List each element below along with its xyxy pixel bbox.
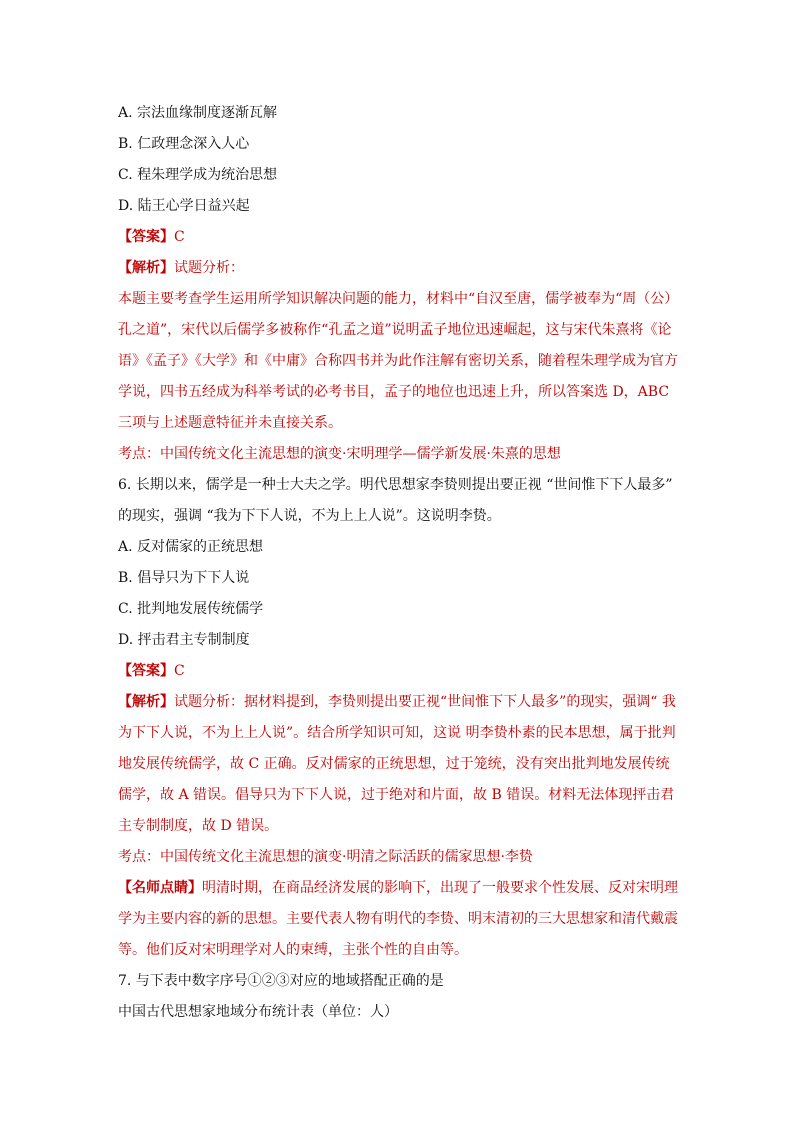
q5-answer: [118, 222, 688, 253]
q6-option-c: C. 批判地发展传统儒学: [118, 601, 264, 617]
document-content: [118, 98, 688, 1028]
q5-analysis-line: 三项与上述题意特征并未直接关系。: [118, 415, 342, 431]
q6-option-b: B. 倡导只为下下人说: [118, 570, 250, 586]
q6-analysis-line: 儒学，故 A 错误。倡导只为下下人说，过于绝对和片面，故 B 错误。材料无法体现抨击君: [118, 787, 675, 803]
q6-mingshi-first-text: 明清时期，在商品经济发展的影响下，出现了一般要求个性发展、反对宋明理: [202, 880, 678, 896]
q5-analysis-line: 孔之道”，宋代以后儒学多被称作“孔孟之道”说明孟子地位迅速崛起，这与宋代朱熹将《论: [118, 322, 672, 338]
q6-option-d: D. 抨击君主专制制度: [118, 632, 250, 648]
q6-kaodian: 考点：中国传统文化主流思想的演变·明清之际活跃的儒家思想·李贽: [118, 849, 533, 865]
q6-analysis-line: 地发展传统儒学，故 C 正确。反对儒家的正统思想，过于笼统，没有突出批判地发展传统: [118, 756, 670, 772]
q7-stem: 7. 与下表中数字序号①②③对应的地域搭配正确的是: [118, 973, 444, 989]
q6-answer: [118, 656, 688, 687]
q6-answer-value: C: [174, 663, 185, 679]
q5-analysis-line: 本题主要考查学生运用所学知识解决问题的能力，材料中“自汉至唐，儒学被奉为“周（公）: [118, 291, 679, 307]
q5-answer-value: C: [174, 229, 185, 245]
q6-answer-tag: 【答案】: [118, 663, 174, 679]
q5-option-b: B. 仁政理念深入人心: [118, 136, 250, 152]
q6-analysis-line: 为下下人说，不为上上人说”。结合所学知识可知，这说 明李贽朴素的民本思想，属于批判: [118, 725, 676, 741]
q6-option-a: A. 反对儒家的正统思想: [118, 539, 264, 555]
q6-stem-line: 的现实，强调 “我为下下人说，不为上上人说”。这说明李贽。: [118, 508, 501, 524]
q6-mingshi-line: 学为主要内容的新的思想。主要代表人物有明代的李贽、明末清初的三大思想家和清代戴震: [118, 911, 678, 927]
q6-analysis-tag: 【解析】: [118, 694, 174, 710]
q5-option-a: A. 宗法血缘制度逐渐瓦解: [118, 105, 278, 121]
q5-option-d: D. 陆王心学日益兴起: [118, 198, 250, 214]
q6-stem-line: 6. 长期以来，儒学是一种士大夫之学。明代思想家李贽则提出要正视 “世间惟下下人最多”: [118, 477, 673, 493]
q5-analysis-line: 学说，四书五经成为科举考试的必考书目，孟子的地位也迅速上升，所以答案选 D，ABC: [118, 384, 670, 400]
q7-table-title: 中国古代思想家地域分布统计表（单位：人）: [118, 1004, 398, 1020]
q6-analysis-first-text: 试题分析：据材料提到，李贽则提出要正视“世间惟下下人最多”的现实，强调“ 我: [174, 694, 676, 710]
q5-analysis-line: 语》《孟子》《大学》和《中庸》合称四书并为此作注解有密切关系，随着程朱理学成为官方: [118, 353, 678, 369]
q6-mingshi-tag: 【名师点睛】: [118, 880, 202, 896]
q5-analysis-tag: 【解析】: [118, 260, 174, 276]
q5-kaodian: 考点：中国传统文化主流思想的演变·宋明理学—儒学新发展·朱熹的思想: [118, 446, 561, 462]
q6-analysis-line: 主专制制度，故 D 错误。: [118, 818, 279, 834]
q6-analysis-first: [118, 687, 688, 718]
q5-option-c: C. 程朱理学成为统治思想: [118, 167, 278, 183]
q6-mingshi-line: 等。他们反对宋明理学对人的束缚，主张个性的自由等。: [118, 942, 468, 958]
q6-mingshi-first: [118, 873, 688, 904]
q5-answer-tag: 【答案】: [118, 229, 174, 245]
q5-analysis-header: [118, 253, 688, 284]
q5-analysis-intro: 试题分析：: [174, 260, 244, 276]
